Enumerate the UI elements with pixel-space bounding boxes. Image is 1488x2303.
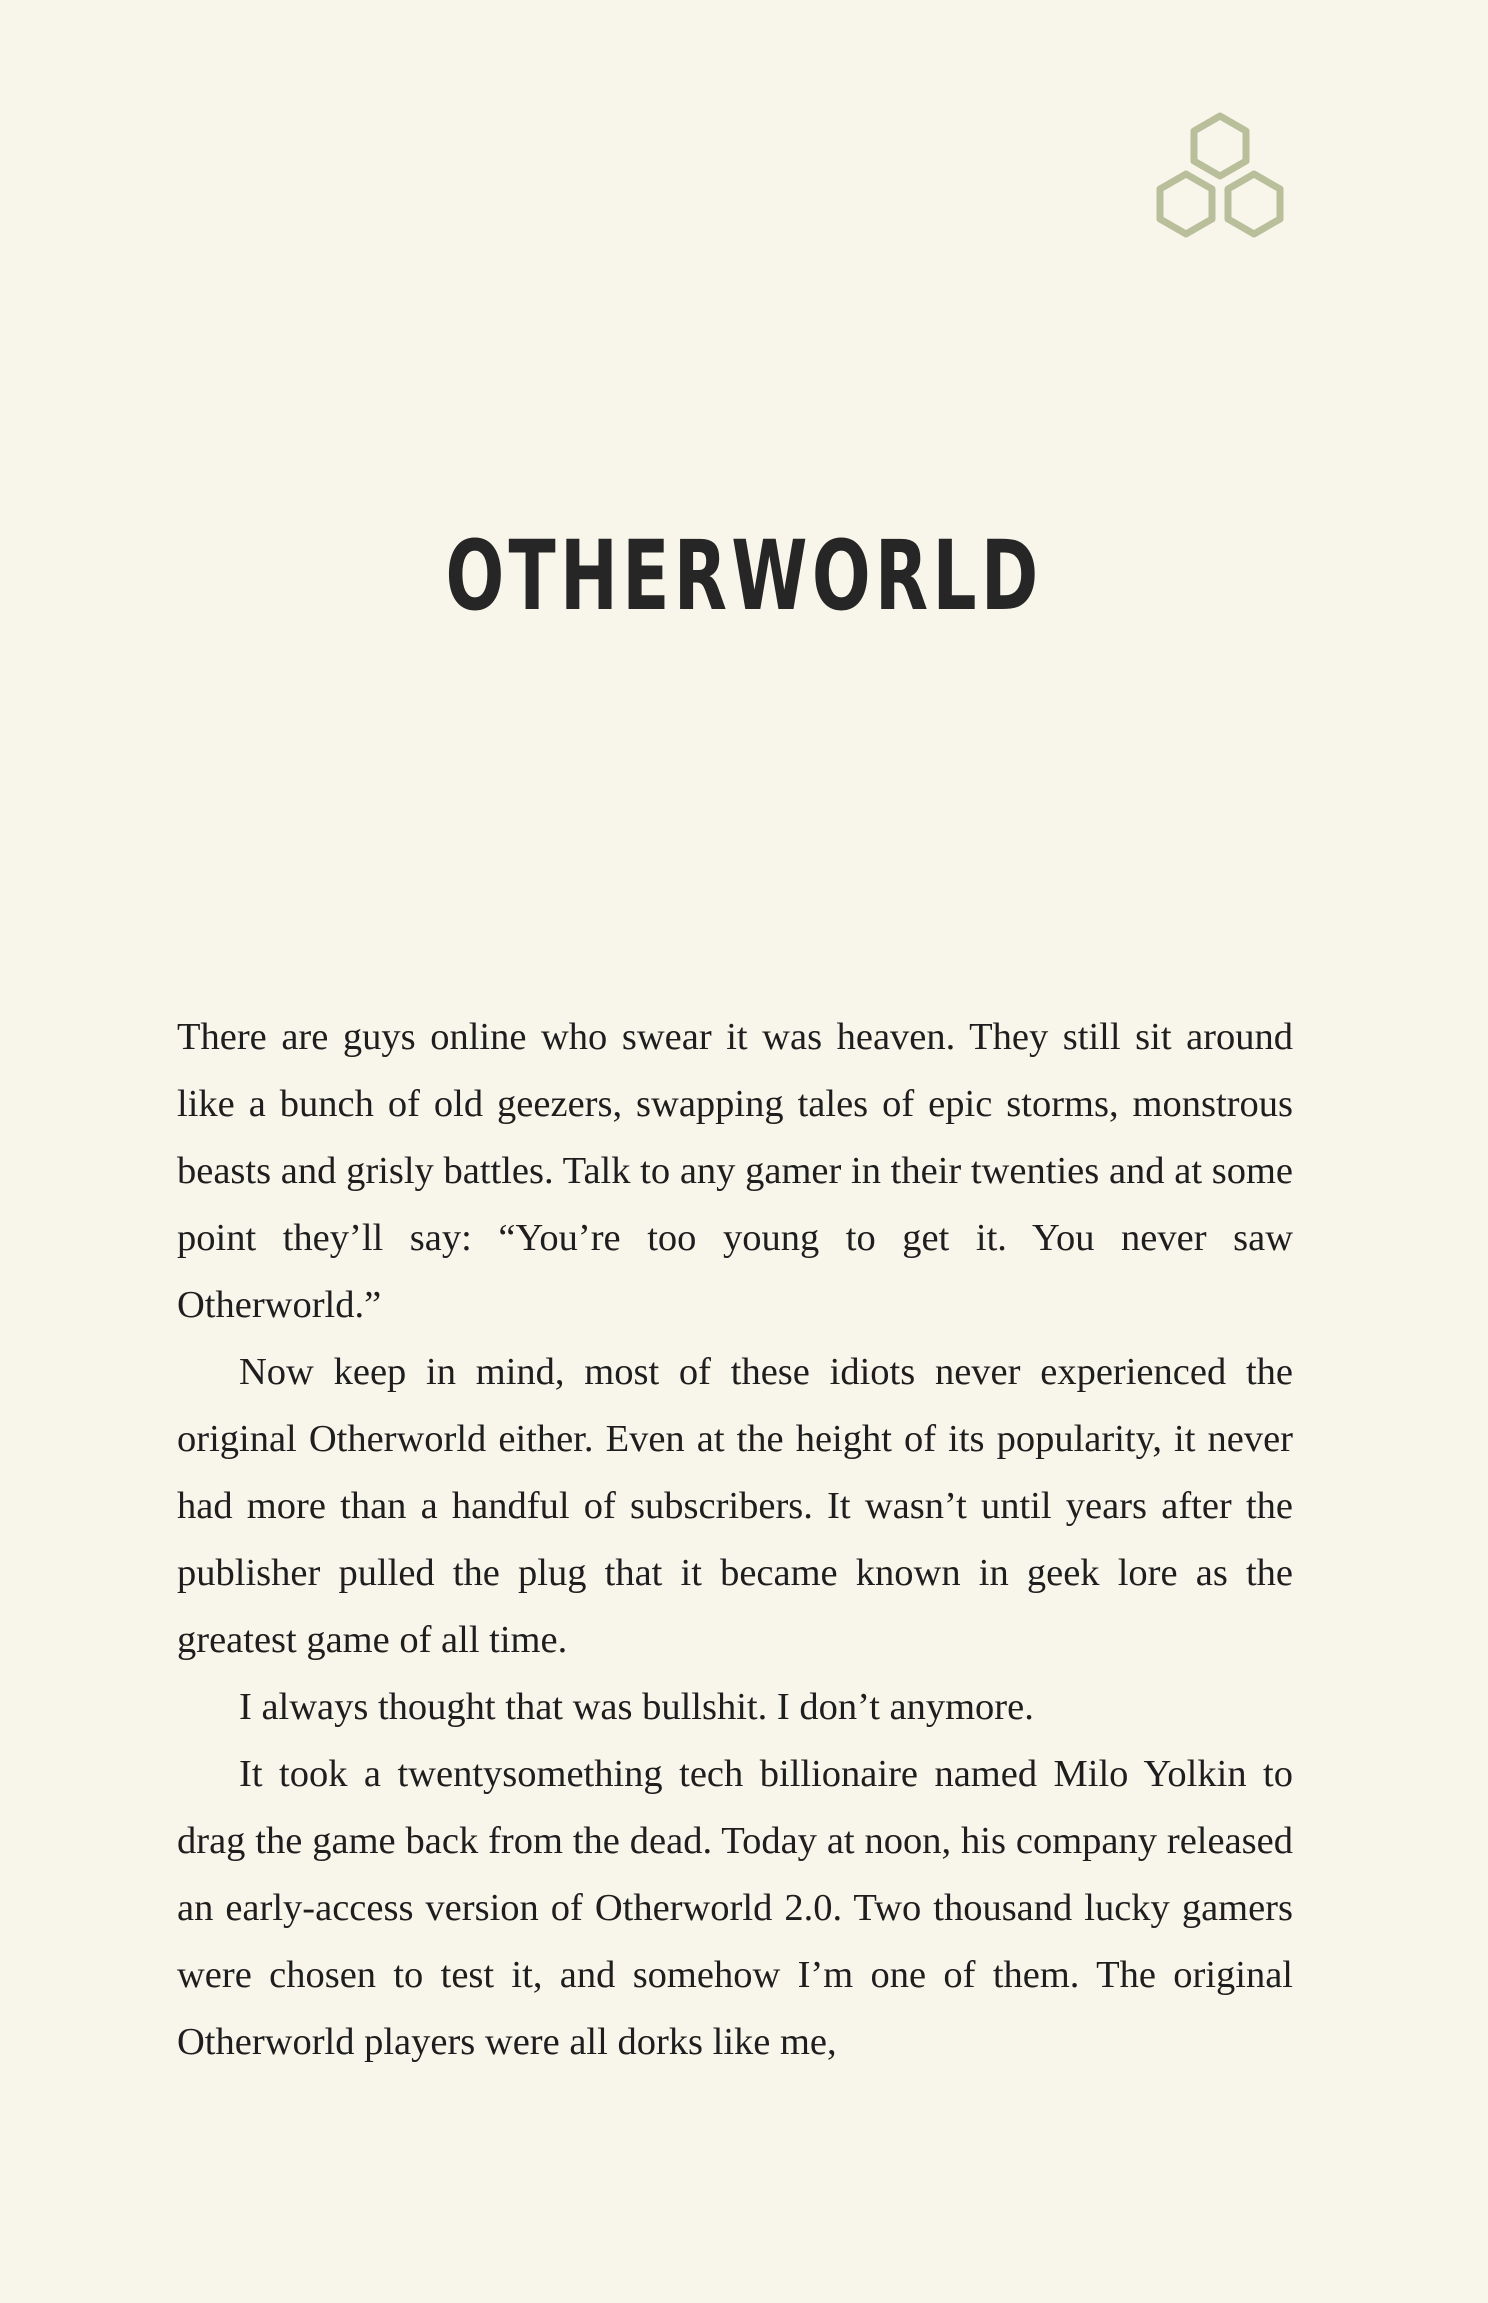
paragraph-3: I always thought that was bullshit. I don’t anymore. [239,1686,1034,1728]
paragraph-2: Now keep in mind, most of these idiots never experienced the original Otherworld either. Even at the height of its popularity, it never had more than a handful of subscribers. It wasn’t until years after the publisher pulled the plug that it became known in geek lore as the greatest game of all time. [177,1351,1293,1661]
three-hexagons-icon [1140,112,1300,262]
chapter-body [177,1004,1293,2076]
chapter-title: OTHERWORLD [445,520,1043,632]
hexagon-bottom-right [1228,174,1280,234]
hexagon-bottom-left [1160,174,1212,234]
paragraph-4: It took a twentysomething tech billionaire named Milo Yolkin to drag the game back from the dead. Today at noon, his company released an early-access version of Otherworld 2.0. Two thousand lucky gamers were chosen to test it, and somehow I’m one of them. The original Otherworld players were all dorks like me, [177,1753,1293,2063]
paragraph-1: There are guys online who swear it was heaven. They still sit around like a bunch of old geezers, swapping tales of epic storms, monstrous beasts and grisly battles. Talk to any gamer in their twenties and at some point they’ll say: “You’re too young to get it. You never saw Otherworld.” [177,1016,1293,1326]
hexagon-top [1194,116,1246,176]
